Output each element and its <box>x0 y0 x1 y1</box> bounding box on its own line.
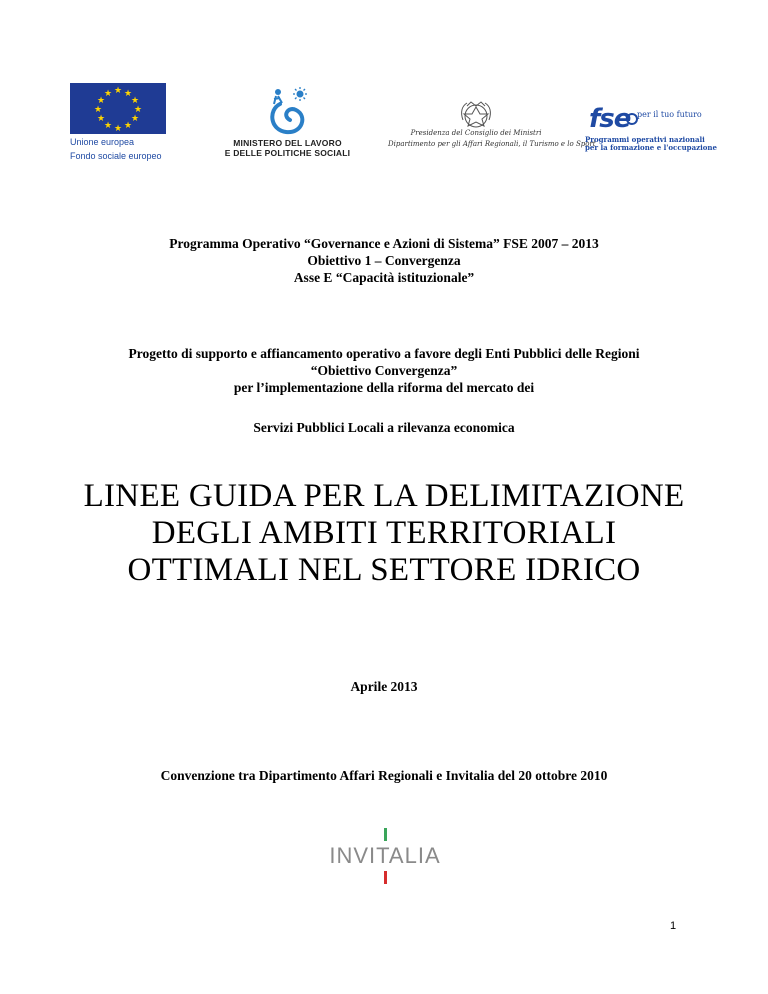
svg-text:★: ★ <box>113 124 123 134</box>
ministry-logo <box>220 86 355 168</box>
svg-text:★: ★ <box>103 121 113 131</box>
title-line3: OTTIMALI NEL SETTORE IDRICO <box>127 552 641 588</box>
svg-text:★: ★ <box>130 114 140 124</box>
project-line3: per l’implementazione della riforma del mercato dei <box>233 380 535 395</box>
fse-line1: Programmi operativi nazionali <box>585 135 705 144</box>
ministry-emblem-icon <box>220 86 355 138</box>
invitalia-logo <box>320 828 450 898</box>
eu-caption-line2: Fondo sociale europeo <box>70 151 162 161</box>
svg-text:★: ★ <box>123 121 133 131</box>
convention-text: Convenzione tra Dipartimento Affari Regionali e Invitalia del 20 ottobre 2010 <box>160 768 608 783</box>
fse-tagline: per il tuo futuro <box>637 110 702 119</box>
invitalia-green-bar <box>384 828 387 841</box>
document-title <box>0 478 768 589</box>
title-line1: LINEE GUIDA PER LA DELIMITAZIONE <box>83 478 685 514</box>
fse-mark: fse <box>589 104 631 134</box>
svg-text:★: ★ <box>93 105 103 115</box>
svg-text:★: ★ <box>96 96 106 106</box>
eu-caption-line1: Unione europea <box>70 137 135 147</box>
presidency-line2: Dipartimento per gli Affari Regionali, il Turismo e lo Sport <box>388 140 596 148</box>
svg-text:★: ★ <box>123 89 133 99</box>
title-line2: DEGLI AMBITI TERRITORIALI <box>151 515 617 551</box>
program-line1: Programma Operativo “Governance e Azioni di Sistema” FSE 2007 – 2013 <box>169 236 599 251</box>
ministry-caption-line1: MINISTERO DEL LAVORO <box>233 138 342 148</box>
eu-flag-icon <box>70 83 166 134</box>
page-number: 1 <box>670 920 677 932</box>
document-date: Aprile 2013 <box>350 679 418 694</box>
program-line2: Obiettivo 1 – Convergenza <box>307 253 461 268</box>
svg-text:★: ★ <box>96 114 106 124</box>
project-line4: Servizi Pubblici Locali a rilevanza economica <box>253 420 515 435</box>
svg-text:★: ★ <box>133 105 143 115</box>
presidency-logo <box>388 98 596 160</box>
italian-emblem-icon <box>388 98 564 128</box>
invitalia-wordmark: INVITALIA <box>329 843 441 868</box>
program-line3: Asse E “Capacità istituzionale” <box>293 270 475 285</box>
project-line1: Progetto di supporto e affiancamento operativo a favore degli Enti Pubblici delle Regioni <box>128 346 640 361</box>
svg-text:★: ★ <box>113 86 123 96</box>
project-line2: “Obiettivo Convergenza” <box>310 363 458 378</box>
fse-logo <box>585 104 717 162</box>
project-description <box>0 345 768 396</box>
project-line4-block <box>0 419 768 436</box>
fse-line2: per la formazione e l'occupazione <box>585 143 717 152</box>
program-header <box>0 235 768 286</box>
ministry-caption-line2: E DELLE POLITICHE SOCIALI <box>224 148 351 158</box>
presidency-line1: Presidenza del Consiglio dei Ministri <box>410 129 542 137</box>
eu-logo <box>70 83 170 163</box>
invitalia-red-bar <box>384 871 387 884</box>
svg-text:★: ★ <box>130 96 140 106</box>
svg-text:★: ★ <box>103 89 113 99</box>
